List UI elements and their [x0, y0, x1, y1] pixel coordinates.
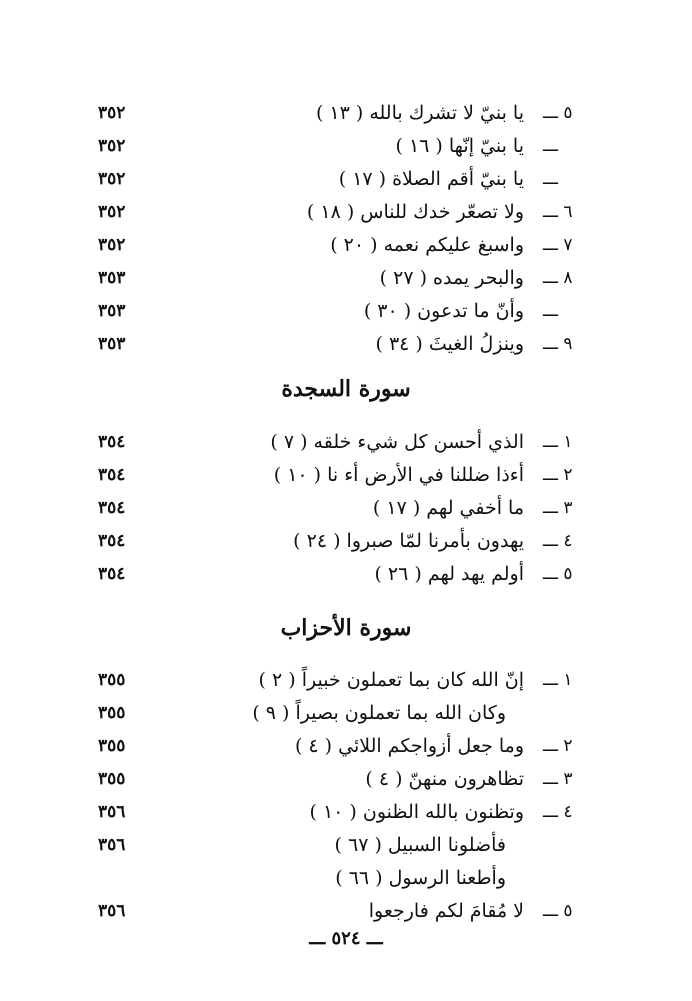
index-entry: [0, 295, 692, 328]
entry-number: ٥: [563, 564, 573, 584]
entry-page: ٣٥٢: [98, 103, 126, 123]
entry-page: ٣٥٤: [98, 531, 126, 551]
entry-number: ٥: [563, 103, 573, 123]
index-entry: [0, 459, 692, 492]
entry-page: ٣٥٢: [98, 235, 126, 255]
entry-text: ما أخفي لهم ( ١٧ ): [372, 497, 524, 519]
entry-page: ٣٥٤: [98, 498, 126, 518]
entry-dash: ـــ: [543, 103, 558, 123]
entry-number: ٨: [563, 268, 573, 288]
entry-dash: ـــ: [543, 136, 558, 156]
entry-number: ٢: [563, 465, 573, 485]
entry-page: ٣٥٥: [98, 670, 126, 690]
section-luqman: [0, 97, 692, 361]
entry-page: ٣٥٣: [98, 301, 126, 321]
index-entry: [0, 229, 692, 262]
entry-page: ٣٥٦: [98, 802, 126, 822]
entry-dash: ـــ: [543, 769, 558, 789]
section-heading-ahzab: سورة الأحزاب: [280, 615, 412, 641]
entry-text: وتظنون بالله الظنون ( ١٠ ): [309, 801, 524, 823]
entry-page: ٣٥٥: [98, 703, 126, 723]
entry-number: ٩: [563, 334, 573, 354]
index-entry: [0, 130, 692, 163]
entry-text: أولم يهد لهم ( ٢٦ ): [374, 563, 524, 585]
entry-number: ١: [563, 670, 573, 690]
entry-text: وأطعنا الرسول ( ٦٦ ): [335, 867, 506, 889]
index-entry: [0, 862, 692, 895]
entry-text: والبحر يمده ( ٢٧ ): [379, 267, 524, 289]
entry-page: ٣٥٢: [98, 136, 126, 156]
entry-text: وما جعل أزواجكم اللائي ( ٤ ): [294, 735, 524, 757]
entry-text: فأضلونا السبيل ( ٦٧ ): [334, 834, 506, 856]
entry-text: يا بنيّ أقم الصلاة ( ١٧ ): [338, 168, 524, 190]
entry-page: ٣٥٣: [98, 334, 126, 354]
entry-number: ٢: [563, 736, 573, 756]
index-entry: [0, 730, 692, 763]
entry-text: وينزلُ الغيثَ ( ٣٤ ): [375, 333, 524, 355]
entry-dash: ـــ: [543, 202, 558, 222]
entry-dash: ـــ: [543, 670, 558, 690]
entry-dash: ـــ: [543, 268, 558, 288]
entry-page: ٣٥٦: [98, 901, 126, 921]
entry-dash: ـــ: [543, 301, 558, 321]
entry-number: ٥: [563, 901, 573, 921]
entry-dash: ـــ: [543, 802, 558, 822]
entry-page: ٣٥٤: [98, 465, 126, 485]
entry-text: لا مُقامَ لكم فارجعوا: [368, 900, 524, 922]
entry-text: الذي أحسن كل شيء خلقه ( ٧ ): [270, 431, 524, 453]
entry-number: ٣: [563, 769, 573, 789]
entry-number: ٦: [563, 202, 573, 222]
entry-dash: ـــ: [543, 531, 558, 551]
page-number: ـــ ٥٢٤ ـــ: [309, 928, 383, 949]
entry-number: ٤: [563, 802, 573, 822]
entry-text: وأنّ ما تدعون ( ٣٠ ): [363, 300, 524, 322]
entry-dash: ـــ: [543, 169, 558, 189]
index-entry: [0, 492, 692, 525]
entry-page: ٣٥٢: [98, 202, 126, 222]
entry-page: ٣٥٤: [98, 564, 126, 584]
entry-page: ٣٥٥: [98, 736, 126, 756]
entry-text: أءذا ضللنا في الأرض أء نا ( ١٠ ): [273, 464, 524, 486]
entry-text: يا بنيّ لا تشرك بالله ( ١٣ ): [315, 102, 524, 124]
entry-number: ٧: [563, 235, 573, 255]
entry-dash: ـــ: [543, 498, 558, 518]
entry-page: ٣٥٤: [98, 432, 126, 452]
index-entry: [0, 664, 692, 697]
entry-dash: ـــ: [543, 235, 558, 255]
entry-text: يا بنيّ إنّها ( ١٦ ): [395, 135, 524, 157]
index-entry: [0, 426, 692, 459]
index-entry: [0, 895, 692, 928]
section-heading-sajda: سورة السجدة: [281, 376, 411, 402]
entry-number: ٤: [563, 531, 573, 551]
entry-page: ٣٥٣: [98, 268, 126, 288]
entry-page: ٣٥٥: [98, 769, 126, 789]
index-entry: [0, 525, 692, 558]
entry-dash: ـــ: [543, 736, 558, 756]
entry-dash: ـــ: [543, 564, 558, 584]
index-entry: [0, 163, 692, 196]
entry-dash: ـــ: [543, 334, 558, 354]
entry-dash: ـــ: [543, 901, 558, 921]
index-entry: [0, 763, 692, 796]
entry-text: وكان الله بما تعملون بصيراً ( ٩ ): [252, 702, 506, 724]
entry-dash: ـــ: [543, 465, 558, 485]
entry-text: يهدون بأمرنا لمّا صبروا ( ٢٤ ): [293, 530, 524, 552]
entry-text: واسبغ عليكم نعمه ( ٢٠ ): [330, 234, 524, 256]
index-entry: [0, 262, 692, 295]
index-entry: [0, 829, 692, 862]
index-entry: [0, 97, 692, 130]
entry-number: ٣: [563, 498, 573, 518]
entry-page: ٣٥٢: [98, 169, 126, 189]
index-entry: [0, 328, 692, 361]
entry-text: إنّ الله كان بما تعملون خبيراً ( ٢ ): [258, 669, 524, 691]
entry-text: ولا تصعّر خدك للناس ( ١٨ ): [306, 201, 524, 223]
entry-page: ٣٥٦: [98, 835, 126, 855]
index-entry: [0, 697, 692, 730]
section-ahzab: [0, 664, 692, 928]
index-entry: [0, 558, 692, 591]
entry-dash: ـــ: [543, 432, 558, 452]
index-entry: [0, 196, 692, 229]
entry-text: تظاهرون منهنّ ( ٤ ): [365, 768, 524, 790]
index-entry: [0, 796, 692, 829]
entry-number: ١: [563, 432, 573, 452]
section-sajda: [0, 426, 692, 591]
